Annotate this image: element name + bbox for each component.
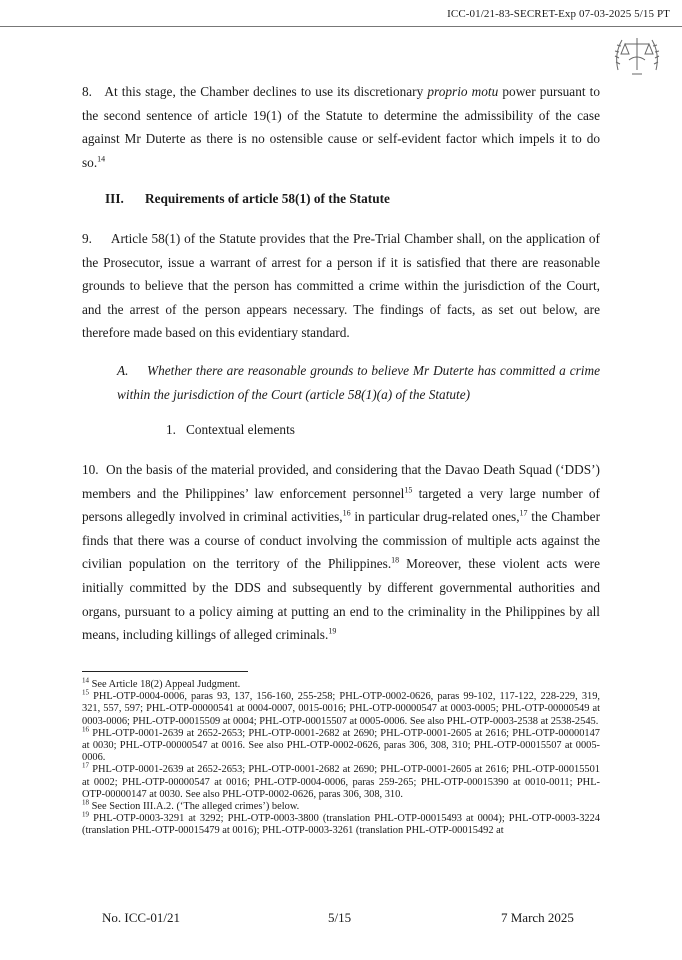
footnote-divider xyxy=(82,671,248,672)
footnote-number: 15 xyxy=(82,688,89,697)
paragraph-10 xyxy=(82,458,600,647)
paragraph-number: 10. xyxy=(82,462,99,477)
section-heading xyxy=(105,191,390,207)
paragraph-9 xyxy=(82,227,600,345)
document-reference: ICC-01/21-83-SECRET-Exp 07-03-2025 5/15 PT xyxy=(447,8,670,20)
footnote-number: 17 xyxy=(82,761,89,770)
footer-case-number: No. ICC-01/21 xyxy=(102,910,180,925)
subsection-title: Whether there are reasonable grounds to believe Mr Duterte has committed a crime within the jurisdiction of the Court (article 58(1)(a) of the Statute) xyxy=(117,363,600,402)
footnotes xyxy=(82,676,600,838)
paragraph-text: Moreover, these violent acts were initially committed by the DDS and subsequently by different governmental authorities and organs, pursuant to a policy aiming at putting an end to the criminality in the Philippines by all means, including killings of alleged criminals. xyxy=(82,556,600,643)
footnote-text: PHL-OTP-0001-2639 at 2652-2653; PHL-OTP-0001-2682 at 2690; PHL-OTP-0001-2605 at 2616; PHL-OTP-00000147 at 0030; PHL-OTP-00000547 at 0016. See also PHL-OTP-0002-0626, paras 306, 308, 310; PHL-OTP-00015507 at 0005-0006. xyxy=(82,727,600,764)
footer-page-number: 5/15 xyxy=(328,910,352,925)
section-number: III. xyxy=(105,191,124,206)
subheading-title: Contextual elements xyxy=(186,422,295,437)
footnote-text: PHL-OTP-0003-3291 at 3292; PHL-OTP-0003-3800 (translation PHL-OTP-00015493 at 0004); PHL-OTP-0003-3224 (translation PHL-OTP-00015479 at 0016); PHL-OTP-0003-3261 (translation PHL-OTP-00015492 at xyxy=(82,813,600,837)
footnote-ref[interactable]: 16 xyxy=(342,508,351,518)
paragraph-8 xyxy=(82,80,600,174)
paragraph-text: power pursuant to the second sentence of article 19(1) of the Statute to determine the admissibility of the case against Mr Duterte as there is no ostensible cause or self-evident factor which impels it to do so. xyxy=(82,84,601,170)
paragraph-text: targeted a very large number of persons allegedly involved in criminal activities, xyxy=(82,485,600,525)
footnote-text: See Section III.A.2. (‘The alleged crimes’) below. xyxy=(91,801,300,813)
footnote-number: 14 xyxy=(82,676,89,685)
subheading-number: 1. xyxy=(166,422,176,437)
subheading xyxy=(166,422,295,438)
footnote-text: See Article 18(2) Appeal Judgment. xyxy=(91,679,241,690)
subsection-heading xyxy=(117,359,600,406)
footnote xyxy=(82,761,600,801)
footnote xyxy=(82,725,600,765)
footnote xyxy=(82,676,600,691)
footnote-number: 19 xyxy=(82,810,89,819)
footnote-ref[interactable]: 18 xyxy=(391,555,400,565)
footnote xyxy=(82,798,600,813)
footnote xyxy=(82,810,600,837)
footnote-number: 18 xyxy=(82,798,89,807)
footnote-ref[interactable]: 14 xyxy=(97,154,106,164)
footnote-number: 16 xyxy=(82,725,89,734)
latin-term: proprio motu xyxy=(427,84,499,99)
footnote xyxy=(82,688,600,728)
footnote-ref[interactable]: 15 xyxy=(404,485,413,495)
footnote-text: PHL-OTP-0004-0006, paras 93, 137, 156-160, 255-258; PHL-OTP-0002-0626, paras 99-102, 117-122, 228-229, 319, 321, 557, 597; PHL-OTP-00000541 at 0004-0007, 0015-0016; PHL-OTP-00000547 at 0003-0005; PHL-OTP-00000549 at 0003-0006; PHL-OTP-00015509 at 0004; PHL-OTP-00015507 at 0005-0006. See also PHL-OTP-0003-2538 at 2538-2545. xyxy=(82,691,600,727)
section-title: Requirements of article 58(1) of the Statute xyxy=(145,191,390,206)
paragraph-text: the Chamber finds that there was a course of conduct involving the commission of multiple acts against the civilian population on the territory of the Philippines. xyxy=(82,509,601,572)
icc-logo-icon xyxy=(610,30,664,80)
paragraph-text: On the basis of the material provided, and considering that the Davao Death Squad (‘DDS’) members and the Philippines’ law enforcement personnel xyxy=(82,462,600,501)
footnote-text: PHL-OTP-0001-2639 at 2652-2653; PHL-OTP-0001-2682 at 2690; PHL-OTP-0001-2605 at 2616; PHL-OTP-00015501 at 0002; PHL-OTP-00000547 at 0016; PHL-OTP-0004-0006, paras 259-265; PHL-OTP-00015390 at 0010-0011; PHL-OTP-00000147 at 0030. See also PHL-OTP-0002-0626, paras 306, 308, 310. xyxy=(82,764,600,800)
paragraph-number: 8. xyxy=(82,84,92,99)
paragraph-text: Article 58(1) of the Statute provides that the Pre-Trial Chamber shall, on the application of the Prosecutor, issue a warrant of arrest for a person if it is satisfied that there are reasonable grounds to believe that the person has committed a crime within the jurisdiction of the Court, and the arrest of the person appears necessary. The findings of facts, as set out below, are therefore made based on this evidentiary standard. xyxy=(82,231,600,341)
footnote-ref[interactable]: 19 xyxy=(328,626,337,636)
footnote-ref[interactable]: 17 xyxy=(519,508,528,518)
paragraph-text: in particular drug-related ones, xyxy=(350,509,520,525)
paragraph-text: At this stage, the Chamber declines to use its discretionary xyxy=(104,84,428,99)
subsection-letter: A. xyxy=(117,363,129,378)
footer-date: 7 March 2025 xyxy=(501,910,574,925)
header-divider xyxy=(0,26,682,27)
paragraph-number: 9. xyxy=(82,231,92,246)
